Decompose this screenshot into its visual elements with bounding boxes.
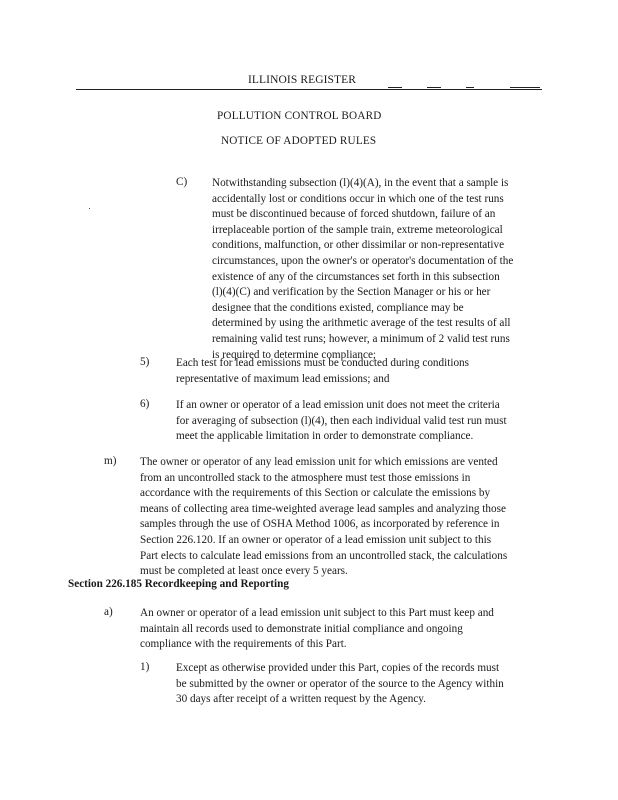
scan-speck [89, 208, 90, 209]
text-line: representative of maximum lead emissions; and [176, 372, 390, 385]
header-dash [466, 87, 474, 88]
text-line: Each test for lead emissions must be conducted during conditions [176, 357, 469, 369]
paragraph-5-text [176, 356, 469, 387]
text-line: If an owner or operator of a lead emission unit does not meet the criteria [176, 399, 500, 411]
text-line: An owner or operator of a lead emission unit subject to this Part must keep and [140, 607, 494, 619]
text-line: must be discontinued because of forced shutdown, failure of an [212, 208, 496, 221]
paragraph-1-text [176, 661, 504, 708]
notice-heading: NOTICE OF ADOPTED RULES [221, 135, 377, 147]
text-line: for averaging of subsection (l)(4), then each individual valid test run must [176, 414, 507, 427]
text-line: samples through the use of OSHA Method 1006, as incorporated by reference in [140, 518, 500, 531]
text-line: 30 days after receipt of a written request by the Agency. [176, 693, 426, 706]
paragraph-a-text [140, 606, 494, 653]
text-line: accidentally lost or conditions occur in which one of the test runs [212, 192, 504, 205]
text-line: irreplaceable portion of the sample train, extreme meteorological [212, 223, 503, 236]
text-line: meet the applicable limitation in order to demonstrate compliance. [176, 430, 474, 443]
header-rule [76, 89, 542, 90]
text-line: accordance with the requirements of this Section or calculate the emissions by [140, 487, 491, 500]
text-line: (l)(4)(C) and verification by the Section Manager or his or her [212, 286, 491, 299]
paragraph-1-label: 1) [140, 661, 150, 673]
text-line: Part elects to calculate lead emissions from an uncontrolled stack, the calculations [140, 549, 508, 562]
text-line: maintain all records used to demonstrate initial compliance and ongoing [140, 622, 463, 635]
text-line: compliance with the requirements of this Part. [140, 638, 347, 651]
header-dash [427, 87, 441, 88]
paragraph-m-text [140, 455, 507, 580]
text-line: conditions, malfunction, or other dissimilar or non-representative [212, 239, 505, 252]
text-line: determined by using the arithmetic average of the test results of all [212, 317, 511, 330]
text-line: be submitted by the owner or operator of the source to the Agency within [176, 677, 504, 690]
text-line: is required to determine compliance; [212, 348, 377, 361]
section-heading: Section 226.185 Recordkeeping and Reporting [68, 578, 289, 590]
header-dash [510, 87, 540, 88]
text-line: remaining valid test runs; however, a minimum of 2 valid test runs [212, 332, 510, 345]
paragraph-6-text [176, 398, 507, 445]
paragraph-5-label: 5) [140, 356, 150, 368]
text-line: The owner or operator of any lead emission unit for which emissions are vented [140, 456, 498, 468]
paragraph-6-label: 6) [140, 398, 150, 410]
text-line: circumstances, upon the owner's or operator's documentation of the [212, 254, 514, 267]
text-line: Except as otherwise provided under this Part, copies of the records must [176, 662, 500, 674]
text-line: means of collecting area time-weighted average lead samples and analyzing those [140, 502, 506, 515]
paragraph-c-label: C) [176, 176, 188, 188]
header-dash [388, 87, 402, 88]
paragraph-c-text [212, 176, 513, 363]
text-line: from an uncontrolled stack to the atmosphere must test those emissions in [140, 471, 471, 484]
text-line: must be completed at least once every 5 years. [140, 565, 348, 578]
text-line: Notwithstanding subsection (l)(4)(A), in the event that a sample is [212, 177, 509, 189]
paragraph-m-label: m) [104, 455, 117, 467]
board-name: POLLUTION CONTROL BOARD [217, 110, 382, 122]
text-line: Section 226.120. If an owner or operator of a lead emission unit subject to this [140, 533, 492, 546]
text-line: existence of any of the circumstances set forth in this subsection [212, 270, 500, 283]
paragraph-a-label: a) [104, 606, 113, 618]
text-line: designee that the conditions existed, compliance may be [212, 301, 464, 314]
register-title: ILLINOIS REGISTER [248, 74, 357, 86]
